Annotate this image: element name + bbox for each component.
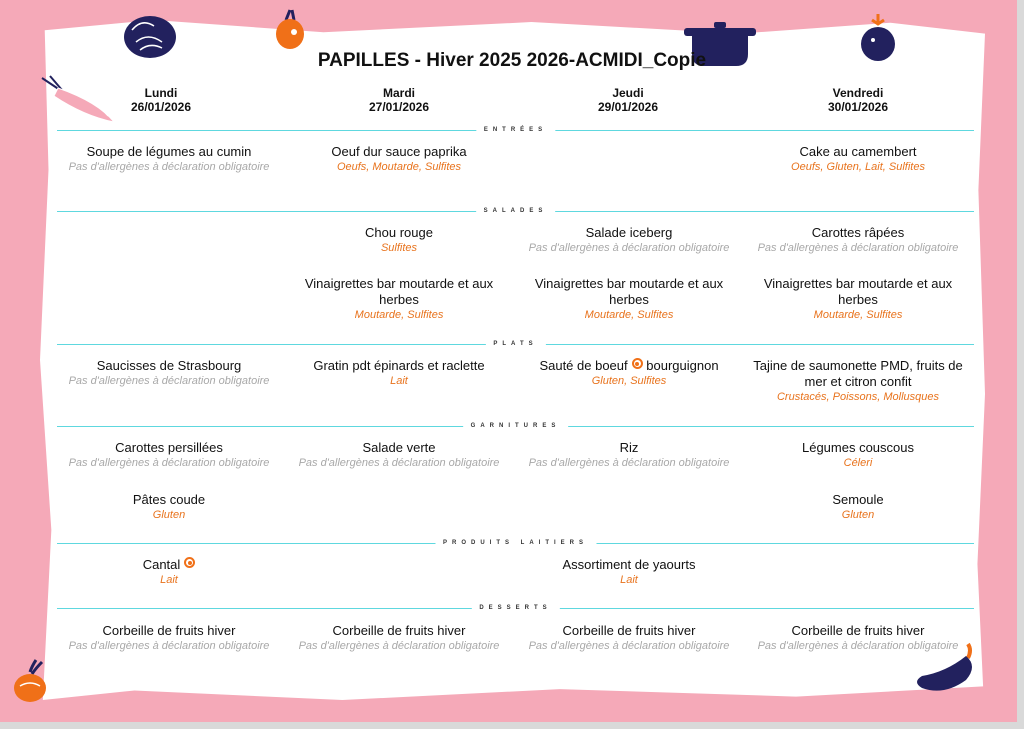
dish-name: Vinaigrettes bar moutarde et aux herbes bbox=[304, 276, 494, 307]
dish-allergens: Crustacés, Poissons, Mollusques bbox=[776, 391, 939, 403]
section-label: ENTRÉES bbox=[476, 125, 555, 136]
dish-name: Cake au camembert bbox=[799, 144, 917, 159]
dish-name: Corbeille de fruits hiver bbox=[332, 623, 466, 638]
dish-allergens: Moutarde, Sulfites bbox=[354, 309, 444, 321]
dish-allergens: Oeufs, Moutarde, Sulfites bbox=[336, 161, 462, 173]
dish-allergens: Gluten bbox=[841, 509, 875, 521]
day-date: 29/01/2026 bbox=[597, 100, 659, 114]
dish-allergens: Pas d'allergènes à déclaration obligatoire bbox=[68, 375, 270, 387]
dish-item bbox=[57, 623, 281, 654]
dish-allergens: Pas d'allergènes à déclaration obligatoire bbox=[298, 640, 500, 652]
day-name: Jeudi bbox=[612, 86, 644, 100]
dish-name: Carottes râpées bbox=[811, 225, 905, 240]
dish-item bbox=[287, 144, 511, 175]
dish-name: Semoule bbox=[832, 492, 884, 507]
dish-item bbox=[57, 358, 281, 389]
dish-name: Carottes persillées bbox=[115, 440, 223, 455]
day-name: Mardi bbox=[382, 86, 415, 100]
section-label: SALADES bbox=[476, 206, 556, 217]
dish-item bbox=[287, 276, 511, 323]
section-entrees bbox=[57, 125, 974, 137]
dish-name: Riz bbox=[619, 440, 639, 455]
beet-icon bbox=[270, 6, 310, 54]
dish-name: Soupe de légumes au cumin bbox=[86, 144, 252, 159]
dish-item bbox=[517, 440, 741, 471]
day-date: 27/01/2026 bbox=[368, 100, 430, 114]
dish-allergens: Pas d'allergènes à déclaration obligatoire bbox=[528, 242, 730, 254]
dish-item bbox=[57, 440, 281, 471]
dish-item bbox=[287, 623, 511, 654]
dish-name: Corbeille de fruits hiver bbox=[791, 623, 925, 638]
dish-allergens: Pas d'allergènes à déclaration obligatoire bbox=[298, 457, 500, 469]
dish-name: Salade verte bbox=[362, 440, 436, 455]
section-produits-laitiers bbox=[57, 538, 974, 550]
section-salades bbox=[57, 206, 974, 218]
dish-item bbox=[57, 492, 281, 523]
dish-item bbox=[517, 623, 741, 654]
dish-item bbox=[57, 144, 281, 175]
dish-item bbox=[517, 358, 741, 389]
section-label: DESSERTS bbox=[471, 603, 559, 614]
dish-allergens: Oeufs, Gluten, Lait, Sulfites bbox=[791, 161, 925, 173]
dish-item bbox=[287, 225, 511, 256]
dish-item bbox=[746, 358, 970, 405]
dish-name: Légumes couscous bbox=[801, 440, 914, 455]
day-header-mardi bbox=[299, 86, 499, 114]
dish-name: Corbeille de fruits hiver bbox=[102, 623, 236, 638]
dish-name bbox=[57, 557, 281, 573]
dish-item bbox=[746, 276, 970, 323]
day-header-vendredi bbox=[758, 86, 958, 114]
dish-allergens: Gluten, Sulfites bbox=[591, 375, 667, 387]
onion-icon bbox=[8, 656, 52, 706]
dish-name: Saucisses de Strasbourg bbox=[96, 358, 242, 373]
label-bullet-icon bbox=[632, 358, 643, 369]
dish-item bbox=[287, 440, 511, 471]
dish-allergens: Pas d'allergènes à déclaration obligatoire bbox=[757, 242, 959, 254]
dish-name: Gratin pdt épinards et raclette bbox=[313, 358, 485, 373]
dish-item bbox=[746, 623, 970, 654]
dish-allergens: Moutarde, Sulfites bbox=[813, 309, 903, 321]
dish-item bbox=[746, 144, 970, 175]
dish-item bbox=[57, 557, 281, 588]
dish-allergens: Moutarde, Sulfites bbox=[584, 309, 674, 321]
dish-item bbox=[746, 492, 970, 523]
dish-allergens: Pas d'allergènes à déclaration obligatoire bbox=[528, 640, 730, 652]
dish-item bbox=[746, 225, 970, 256]
dish-name: Assortiment de yaourts bbox=[562, 557, 696, 572]
dish-allergens: Pas d'allergènes à déclaration obligatoire bbox=[528, 457, 730, 469]
day-date: 30/01/2026 bbox=[827, 100, 889, 114]
dish-item bbox=[287, 358, 511, 389]
dish-allergens: Lait bbox=[160, 574, 178, 586]
section-garnitures bbox=[57, 421, 974, 433]
dish-name: Corbeille de fruits hiver bbox=[562, 623, 696, 638]
dish-name-part: bourguignon bbox=[646, 358, 719, 373]
dish-allergens: Gluten bbox=[152, 509, 186, 521]
label-bullet-icon bbox=[184, 557, 195, 568]
day-name: Lundi bbox=[144, 86, 178, 100]
section-plats bbox=[57, 339, 974, 351]
day-header-lundi bbox=[61, 86, 261, 114]
section-label: PRODUITS LAITIERS bbox=[435, 538, 596, 549]
dish-name bbox=[517, 358, 741, 374]
dish-allergens: Lait bbox=[620, 574, 638, 586]
dish-allergens: Lait bbox=[390, 375, 408, 387]
section-label: PLATS bbox=[485, 339, 545, 350]
dish-name: Vinaigrettes bar moutarde et aux herbes bbox=[763, 276, 953, 307]
page-title: PAPILLES - Hiver 2025 2026-ACMIDI_Copie bbox=[317, 50, 707, 71]
dish-allergens: Pas d'allergènes à déclaration obligatoire bbox=[757, 640, 959, 652]
day-header-jeudi bbox=[528, 86, 728, 114]
dish-name: Oeuf dur sauce paprika bbox=[331, 144, 467, 159]
dish-name: Pâtes coude bbox=[132, 492, 206, 507]
day-date: 26/01/2026 bbox=[130, 100, 192, 114]
dish-item bbox=[517, 557, 741, 588]
day-name: Vendredi bbox=[832, 86, 884, 100]
dish-allergens: Sulfites bbox=[380, 242, 418, 254]
dish-name-part: Cantal bbox=[142, 557, 181, 572]
dish-allergens: Pas d'allergènes à déclaration obligatoire bbox=[68, 457, 270, 469]
dish-item bbox=[517, 276, 741, 323]
section-desserts bbox=[57, 603, 974, 615]
dish-name: Vinaigrettes bar moutarde et aux herbes bbox=[534, 276, 724, 307]
dish-name-part: Sauté de boeuf bbox=[539, 358, 628, 373]
dish-allergens: Céleri bbox=[843, 457, 873, 469]
section-label: GARNITURES bbox=[463, 421, 569, 432]
dish-name: Chou rouge bbox=[365, 225, 433, 240]
dish-allergens: Pas d'allergènes à déclaration obligatoire bbox=[68, 640, 270, 652]
dish-item bbox=[517, 225, 741, 256]
dish-name: Tajine de saumonette PMD, fruits de mer et citron confit bbox=[753, 358, 963, 389]
dish-item bbox=[746, 440, 970, 471]
dish-name: Salade iceberg bbox=[585, 225, 673, 240]
dish-allergens: Pas d'allergènes à déclaration obligatoire bbox=[68, 161, 270, 173]
